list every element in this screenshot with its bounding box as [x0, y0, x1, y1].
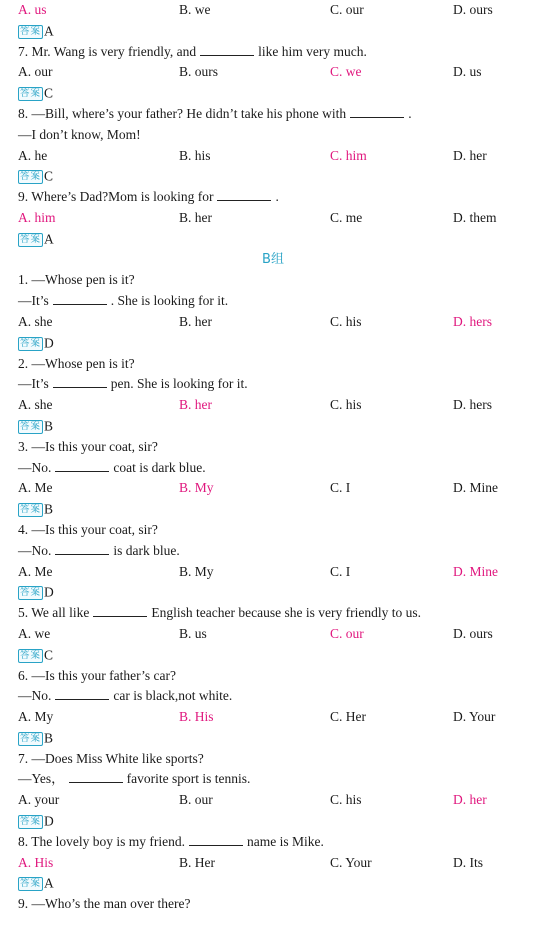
option-d: D. Mine [453, 563, 498, 579]
question-line [18, 894, 546, 915]
answer-line [18, 728, 546, 749]
question-text-after: . [408, 105, 412, 121]
question-text: —Yes， [18, 771, 65, 787]
question-text: —No. [18, 688, 52, 704]
question-text-after: name is Mike. [246, 833, 324, 849]
answer-value: B [44, 730, 54, 746]
answer-blank [53, 374, 107, 388]
answer-badge: 答案 [20, 587, 42, 599]
question-text: —No. [18, 542, 52, 558]
answer-blank [350, 104, 404, 118]
question-text: 7. —Does Miss White like sports? [18, 750, 204, 766]
answer-line [18, 166, 546, 187]
options-row [18, 395, 546, 416]
option-b: B. her [179, 313, 212, 329]
question-text: 7. Mr. Wang is very friendly, and [18, 43, 197, 59]
question-text: 6. —Is this your father’s car? [18, 667, 176, 683]
option-c: C. me [330, 209, 363, 225]
answer-line [18, 21, 546, 42]
options-row [18, 146, 546, 167]
question-text: 8. —Bill, where’s your father? He didn’t take his phone with [18, 105, 347, 121]
answer-value: A [44, 23, 54, 39]
option-d: D. Its [453, 854, 483, 870]
question-line [18, 458, 546, 479]
option-b: B. ours [179, 64, 219, 80]
answer-badge: 答案 [20, 233, 42, 245]
answer-line [18, 811, 546, 832]
answer-line [18, 83, 546, 104]
answer-blank [69, 769, 123, 783]
question-line [18, 374, 546, 395]
question-text: 2. —Whose pen is it? [18, 355, 135, 371]
option-d: D. ours [453, 625, 493, 641]
options-row [18, 790, 546, 811]
answer-value: B [44, 501, 54, 517]
question-line [18, 749, 546, 770]
options-row [18, 707, 546, 728]
option-b: B. My [179, 563, 214, 579]
question-line [18, 354, 546, 375]
answer-line [18, 645, 546, 666]
question-text: 4. —Is this your coat, sir? [18, 521, 158, 537]
option-c: C. I [330, 563, 351, 579]
options-row [18, 853, 546, 874]
question-text-after: pen. She is looking for it. [110, 376, 248, 392]
option-c: C. our [330, 2, 364, 17]
option-d: D. ours [453, 2, 493, 17]
answer-blank [55, 686, 109, 700]
answer-line [18, 333, 546, 354]
option-b: B. our [179, 792, 213, 808]
option-d: D. them [453, 209, 497, 225]
option-d: D. Mine [453, 480, 498, 496]
option-a: A. us [18, 2, 47, 17]
options-row [18, 624, 546, 645]
answer-blank [93, 603, 147, 617]
question-line [18, 291, 546, 312]
option-a: A. she [18, 397, 53, 413]
question-text: 9. Where’s Dad?Mom is looking for [18, 189, 214, 205]
question-text-after: . She is looking for it. [110, 293, 229, 309]
question-text-after: like him very much. [258, 43, 367, 59]
options-row [18, 62, 546, 83]
option-c: C. his [330, 792, 362, 808]
question-text: —I don’t know, Mom! [18, 126, 141, 142]
answer-value: A [44, 875, 54, 891]
answer-line [18, 499, 546, 520]
option-d: D. us [453, 64, 482, 80]
option-d: D. Your [453, 709, 496, 725]
question-line [18, 603, 546, 624]
answer-badge: 答案 [20, 25, 42, 37]
question-text: —It’s [18, 376, 49, 392]
options-row [18, 478, 546, 499]
answer-value: B [44, 418, 54, 434]
option-d: D. her [453, 147, 487, 163]
option-a: A. Me [18, 480, 53, 496]
question-text: 5. We all like [18, 605, 90, 621]
option-c: C. Your [330, 854, 372, 870]
option-c: C. his [330, 397, 362, 413]
question-text-after: English teacher because she is very friendly to us. [151, 605, 421, 621]
answer-badge: 答案 [20, 649, 42, 661]
option-b: B. My [179, 480, 214, 496]
option-c: C. I [330, 480, 351, 496]
question-line [18, 686, 546, 707]
answer-line [18, 229, 546, 250]
option-a: A. My [18, 709, 54, 725]
question-line [18, 541, 546, 562]
option-a: A. our [18, 64, 53, 80]
option-d: D. hers [453, 397, 492, 413]
question-text: 8. The lovely boy is my friend. [18, 833, 185, 849]
option-a: A. Me [18, 563, 53, 579]
answer-badge: 答案 [20, 878, 42, 890]
question-line [18, 187, 546, 208]
option-a: A. we [18, 625, 51, 641]
options-row [18, 208, 546, 229]
answer-line [18, 873, 546, 894]
option-a: A. your [18, 792, 60, 808]
option-c: C. our [330, 625, 364, 641]
question-line [18, 520, 546, 541]
answer-badge: 答案 [20, 171, 42, 183]
answer-value: C [44, 647, 54, 663]
answer-badge: 答案 [20, 337, 42, 349]
option-b: B. his [179, 147, 211, 163]
question-text: 3. —Is this your coat, sir? [18, 438, 158, 454]
question-line [18, 769, 546, 790]
section-title: B组 [262, 251, 284, 267]
answer-badge: 答案 [20, 815, 42, 827]
answer-badge: 答案 [20, 732, 42, 744]
answer-value: C [44, 168, 54, 184]
answer-blank [200, 42, 254, 56]
option-a: A. she [18, 313, 53, 329]
answer-blank [53, 291, 107, 305]
option-c: C. Her [330, 709, 366, 725]
answer-value: C [44, 85, 54, 101]
answer-badge: 答案 [20, 420, 42, 432]
question-text: —No. [18, 459, 52, 475]
question-line [18, 666, 546, 687]
question-text-after: favorite sport is tennis. [126, 771, 251, 787]
option-b: B. Her [179, 854, 215, 870]
question-text-after: is dark blue. [113, 542, 180, 558]
question-line [18, 104, 546, 125]
answer-badge: 答案 [20, 88, 42, 100]
question-line [18, 270, 546, 291]
options-row [18, 0, 546, 21]
option-a: A. he [18, 147, 48, 163]
option-b: B. us [179, 625, 207, 641]
answer-value: D [44, 813, 54, 829]
answer-blank [55, 458, 109, 472]
option-a: A. him [18, 209, 56, 225]
answer-line [18, 582, 546, 603]
answer-value: D [44, 335, 54, 351]
option-a: A. His [18, 854, 54, 870]
question-text: 1. —Whose pen is it? [18, 272, 135, 288]
option-b: B. we [179, 2, 211, 17]
answer-blank [55, 541, 109, 555]
options-row [18, 562, 546, 583]
option-b: B. her [179, 209, 212, 225]
question-text-after: coat is dark blue. [113, 459, 206, 475]
answer-line [18, 416, 546, 437]
options-row [18, 312, 546, 333]
answer-value: D [44, 584, 54, 600]
question-text-after: car is black,not white. [113, 688, 233, 704]
option-c: C. him [330, 147, 367, 163]
option-b: B. His [179, 709, 214, 725]
question-line [18, 125, 546, 146]
question-line [18, 832, 546, 853]
answer-badge: 答案 [20, 504, 42, 516]
answer-blank [189, 832, 243, 846]
question-text: 9. —Who’s the man over there? [18, 896, 191, 912]
option-d: D. hers [453, 313, 492, 329]
option-c: C. we [330, 64, 362, 80]
option-d: D. her [453, 792, 487, 808]
question-line [18, 42, 546, 63]
option-c: C. his [330, 313, 362, 329]
answer-blank [217, 187, 271, 201]
answer-value: A [44, 231, 54, 247]
question-text-after: . [275, 189, 279, 205]
question-line [18, 437, 546, 458]
option-b: B. her [179, 397, 212, 413]
question-text: —It’s [18, 293, 49, 309]
